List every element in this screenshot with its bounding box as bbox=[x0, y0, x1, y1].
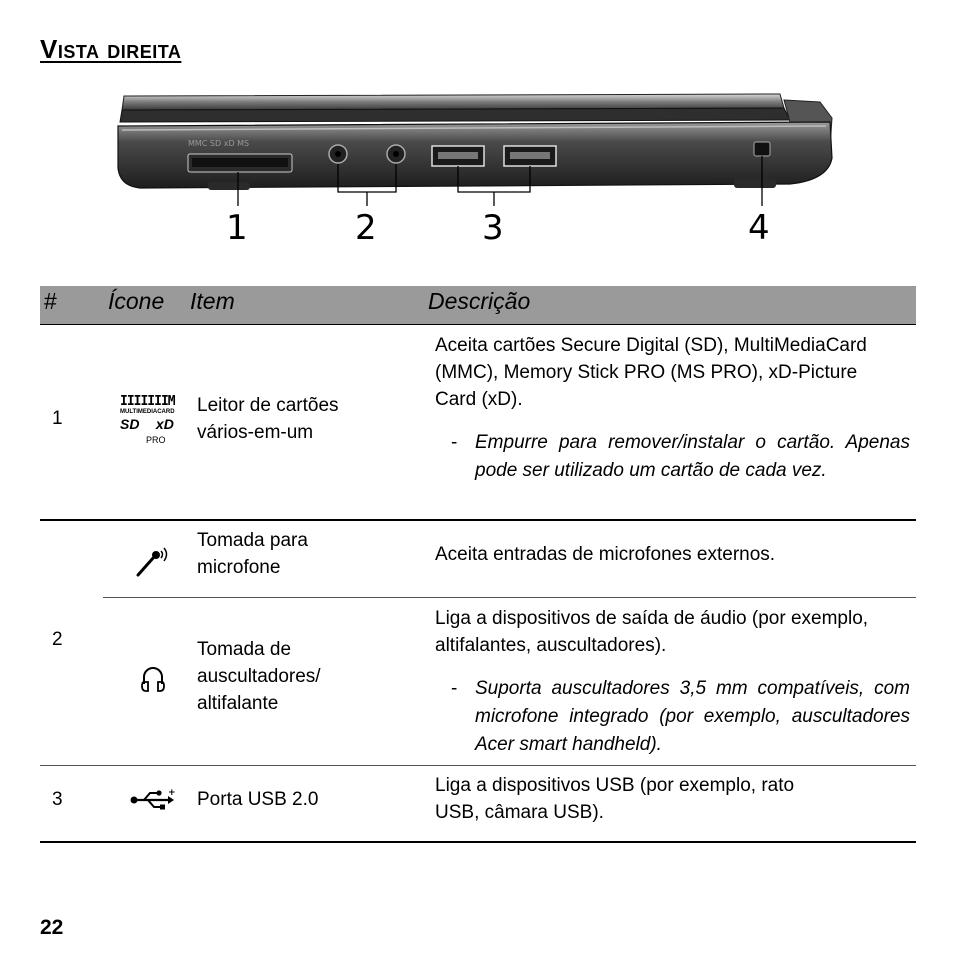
row-divider bbox=[40, 519, 916, 521]
header-description: Descrição bbox=[428, 288, 531, 314]
callout-4: 4 bbox=[748, 208, 770, 248]
page-title: Vista direita bbox=[40, 34, 182, 64]
card-reader-logos-icon bbox=[120, 396, 184, 460]
laptop-right-side-diagram bbox=[100, 88, 860, 258]
row-divider bbox=[103, 597, 916, 598]
row1-note-dash: - bbox=[451, 432, 458, 453]
row3-item: Porta USB 2.0 bbox=[197, 789, 319, 810]
callout-2: 2 bbox=[355, 208, 377, 248]
row2b-note-dash: - bbox=[451, 678, 458, 699]
row1-item: Leitor de cartões vários-em-um bbox=[197, 395, 339, 443]
page-number: 22 bbox=[40, 916, 64, 939]
table-bottom-border bbox=[40, 841, 916, 843]
header-icon: Ícone bbox=[108, 288, 165, 314]
header-item: Item bbox=[190, 288, 235, 314]
header-number: # bbox=[44, 288, 57, 314]
table-header bbox=[40, 286, 916, 325]
row2b-description: Liga a dispositivos de saída de áudio (por exemplo, altifalantes, auscultadores). bbox=[435, 608, 869, 656]
ms-pro-logo: PRO bbox=[146, 435, 166, 445]
callout-1: 1 bbox=[226, 208, 248, 248]
row1-note: Empurre para remover/instalar o cartão. Apenas pode ser utilizado um cartão de cada vez. bbox=[475, 432, 910, 481]
row2a-description: Aceita entradas de microfones externos. bbox=[435, 544, 776, 565]
row3-number: 3 bbox=[52, 789, 63, 810]
svg-text:MMC SD xD MS: MMC SD xD MS bbox=[188, 139, 250, 148]
headphones-icon bbox=[140, 664, 166, 694]
callout-3: 3 bbox=[482, 208, 504, 248]
usb-icon bbox=[130, 788, 176, 812]
mmc-logo-bottom: MULTIMEDIACARD bbox=[120, 409, 175, 415]
microphone-icon bbox=[134, 543, 172, 579]
xd-logo: xD bbox=[155, 416, 174, 432]
sd-logo: SD bbox=[120, 416, 140, 432]
svg-text:+: + bbox=[168, 788, 176, 798]
row-divider bbox=[40, 765, 916, 766]
row1-number: 1 bbox=[52, 408, 63, 429]
row2a-item: Tomada para microfone bbox=[197, 530, 308, 578]
row2b-item: Tomada de auscultadores/ altifalante bbox=[197, 639, 321, 714]
row1-description: Aceita cartões Secure Digital (SD), MultiMediaCard (MMC), Memory Stick PRO (MS PRO), xD-Picture Card (xD). bbox=[435, 335, 867, 410]
row2-number: 2 bbox=[52, 629, 63, 650]
row3-description: Liga a dispositivos USB (por exemplo, rato USB, câmara USB). bbox=[435, 775, 795, 823]
mmc-logo-top: IIIIIIIM bbox=[120, 394, 175, 409]
row2b-note: Suporta auscultadores 3,5 mm compatíveis, com microfone integrado (por exemplo, auscultadores Acer smart handheld). bbox=[475, 678, 910, 755]
